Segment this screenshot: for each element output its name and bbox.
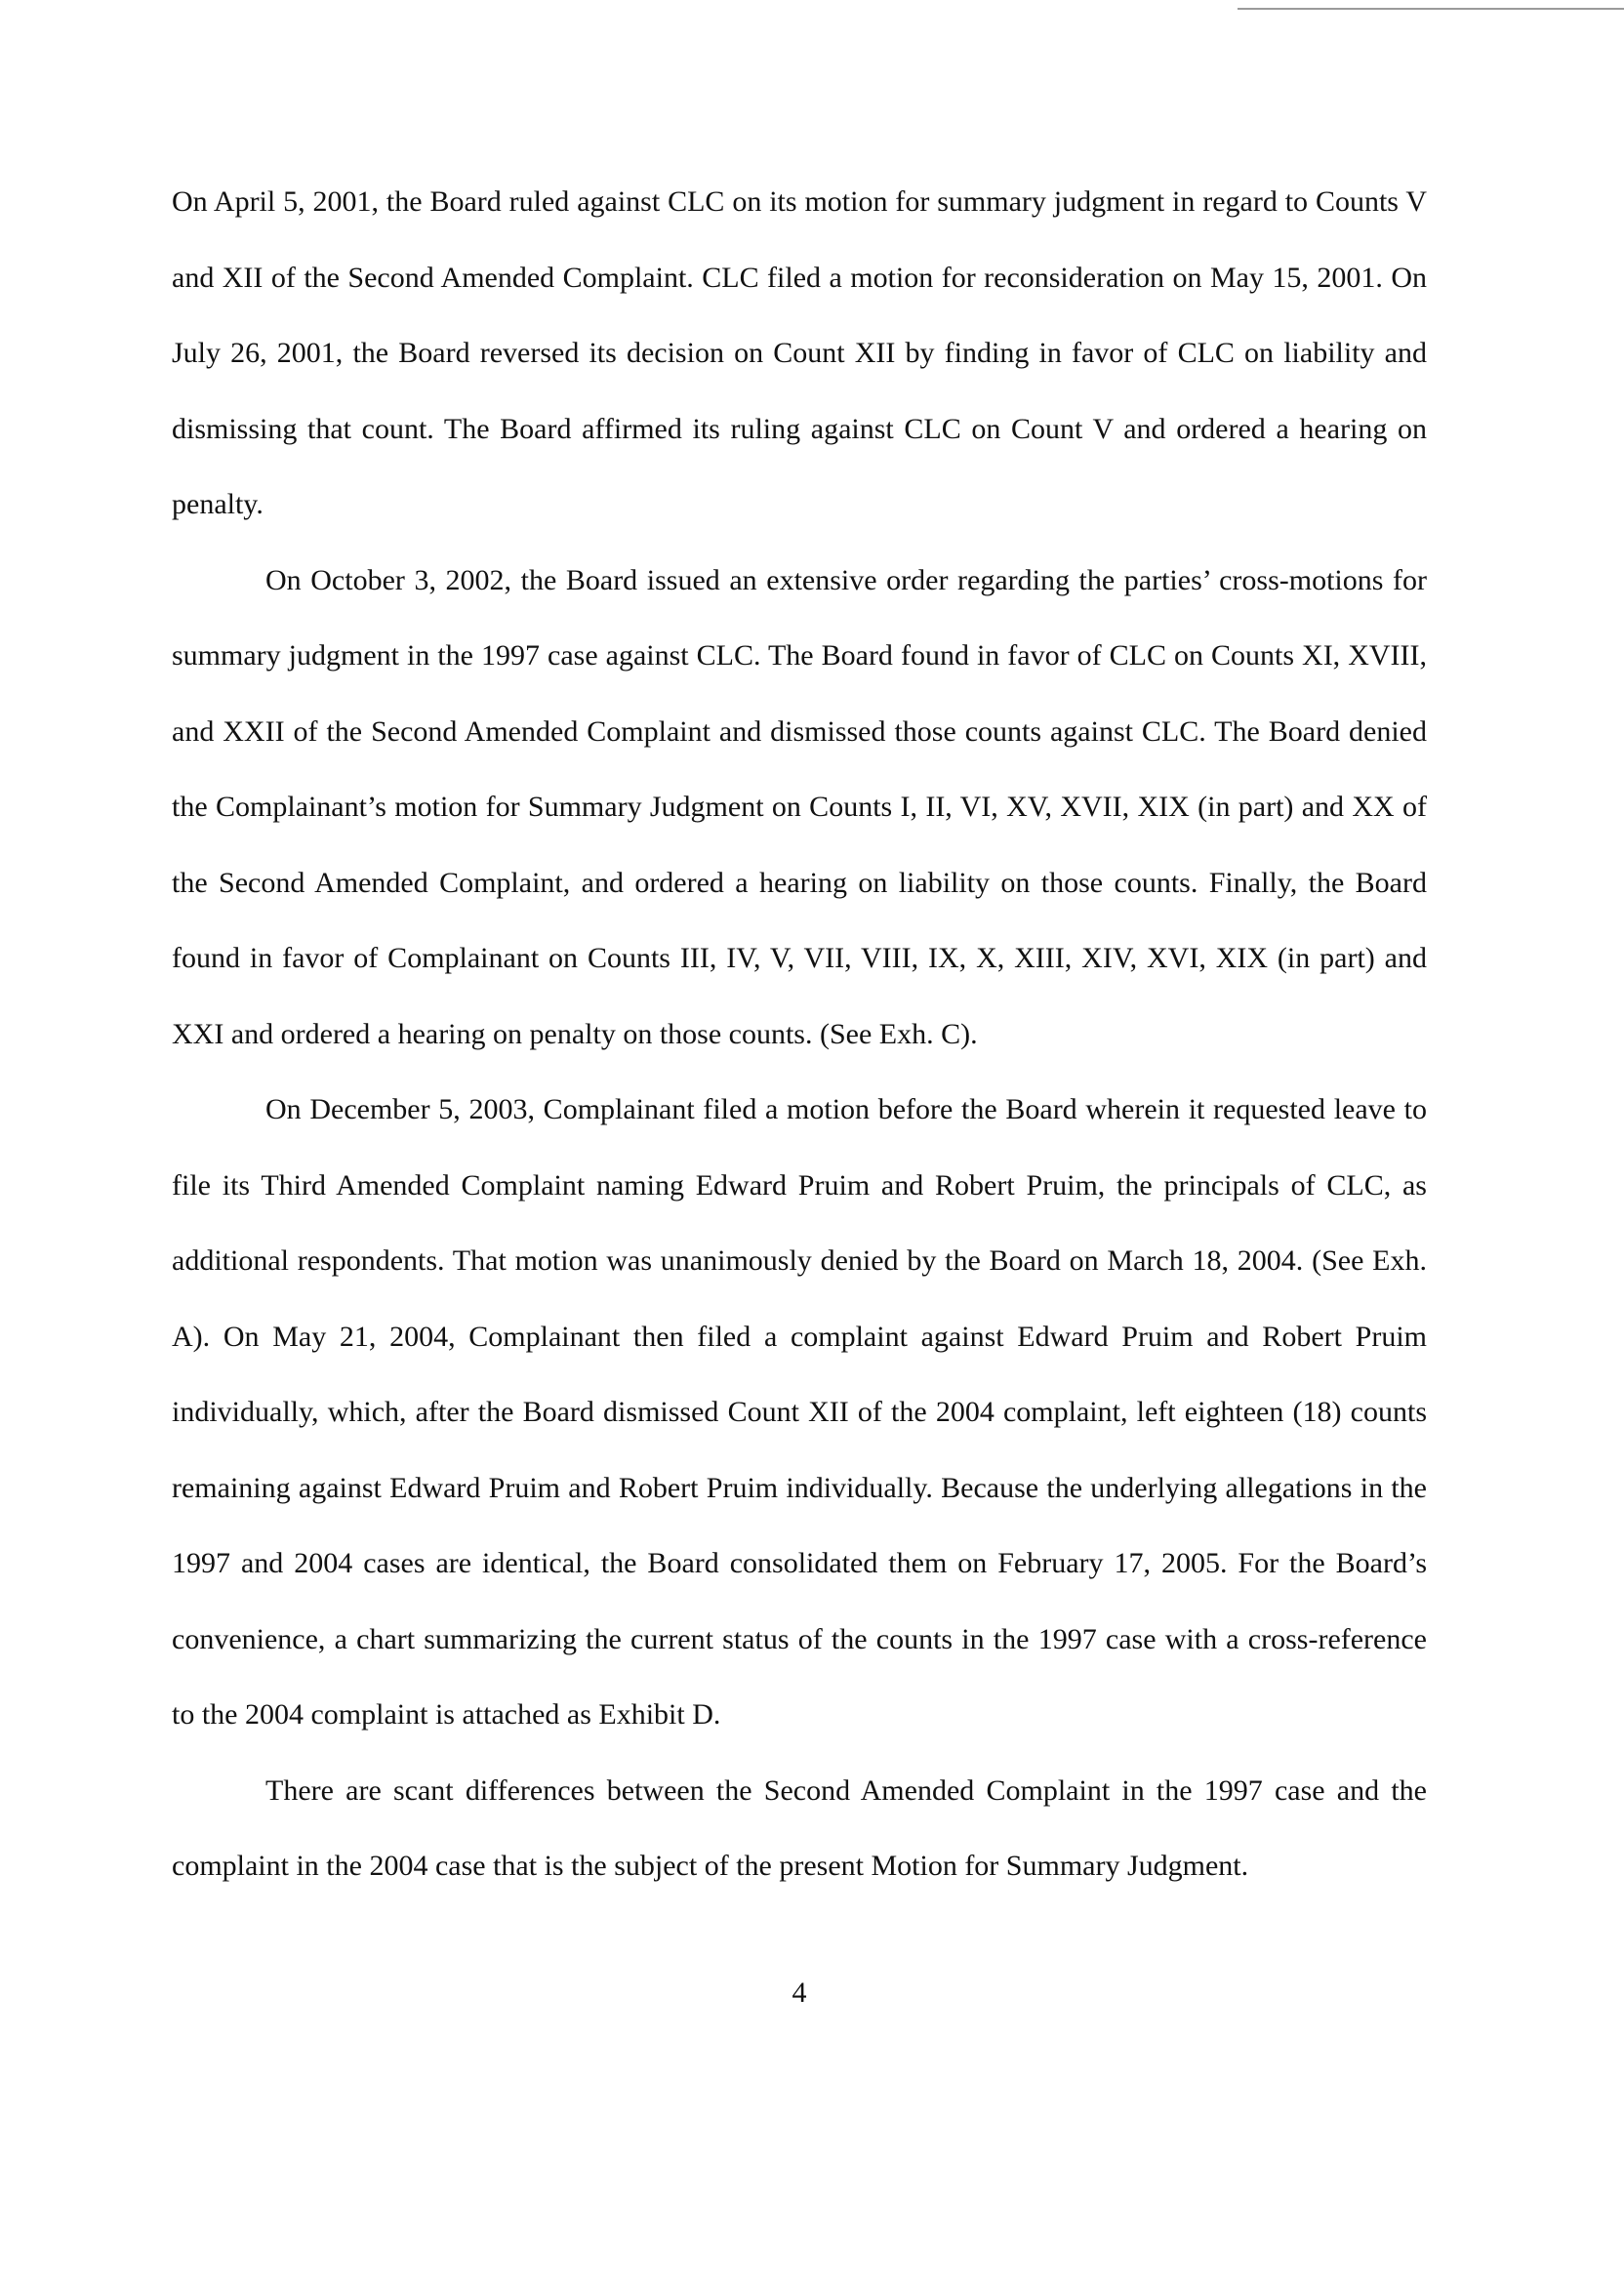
paragraph-3: On December 5, 2003, Complainant filed a motion before the Board wherein it requested leave to file its Third Amended Complaint naming Edward Pruim and Robert Pruim, the principals of CLC, as additional respondents. That motion was unanimously denied by the Board on March 18, 2004. (See Exh. A). On May 21, 2004, Complainant then filed a complaint against Edward Pruim and Robert Pruim individually, which, after the Board dismissed Count XII of the 2004 complaint, left eighteen (18) counts remaining against Edward Pruim and Robert Pruim individually. Because the underlying allegations in the 1997 and 2004 cases are identical, the Board consolidated them on February 17, 2005. For the Board’s convenience, a chart summarizing the current status of the counts in the 1997 case with a cross-reference to the 2004 complaint is attached as Exhibit D. — [172, 1093, 1427, 1731]
paragraph-2: On October 3, 2002, the Board issued an extensive order regarding the parties’ cross-motions for summary judgment in the 1997 case against CLC. The Board found in favor of CLC on Counts XI, XVIII, and XXII of the Second Amended Complaint and dismissed those counts against CLC. The Board denied the Complainant’s motion for Summary Judgment on Counts I, II, VI, XV, XVII, XIX (in part) and XX of the Second Amended Complaint, and ordered a hearing on liability on those counts. Finally, the Board found in favor of Complainant on Counts III, IV, V, VII, VIII, IX, X, XIII, XIV, XVI, XIX (in part) and XXI and ordered a hearing on penalty on those counts. (See Exh. C). — [172, 563, 1427, 1050]
document-body — [172, 164, 1427, 1904]
paragraph-1: On April 5, 2001, the Board ruled against CLC on its motion for summary judgment in regard to Counts V and XII of the Second Amended Complaint. CLC filed a motion for reconsideration on May 15, 2001. On July 26, 2001, the Board reversed its decision on Count XII by finding in favor of CLC on liability and dismissing that count. The Board affirmed its ruling against CLC on Count V and ordered a hearing on penalty. — [172, 185, 1427, 520]
top-edge-rule — [1238, 8, 1624, 10]
paragraph-4: There are scant differences between the Second Amended Complaint in the 1997 case and the complaint in the 2004 case that is the subject of the present Motion for Summary Judgment. — [172, 1773, 1427, 1882]
page-number: 4 — [792, 1976, 807, 2009]
